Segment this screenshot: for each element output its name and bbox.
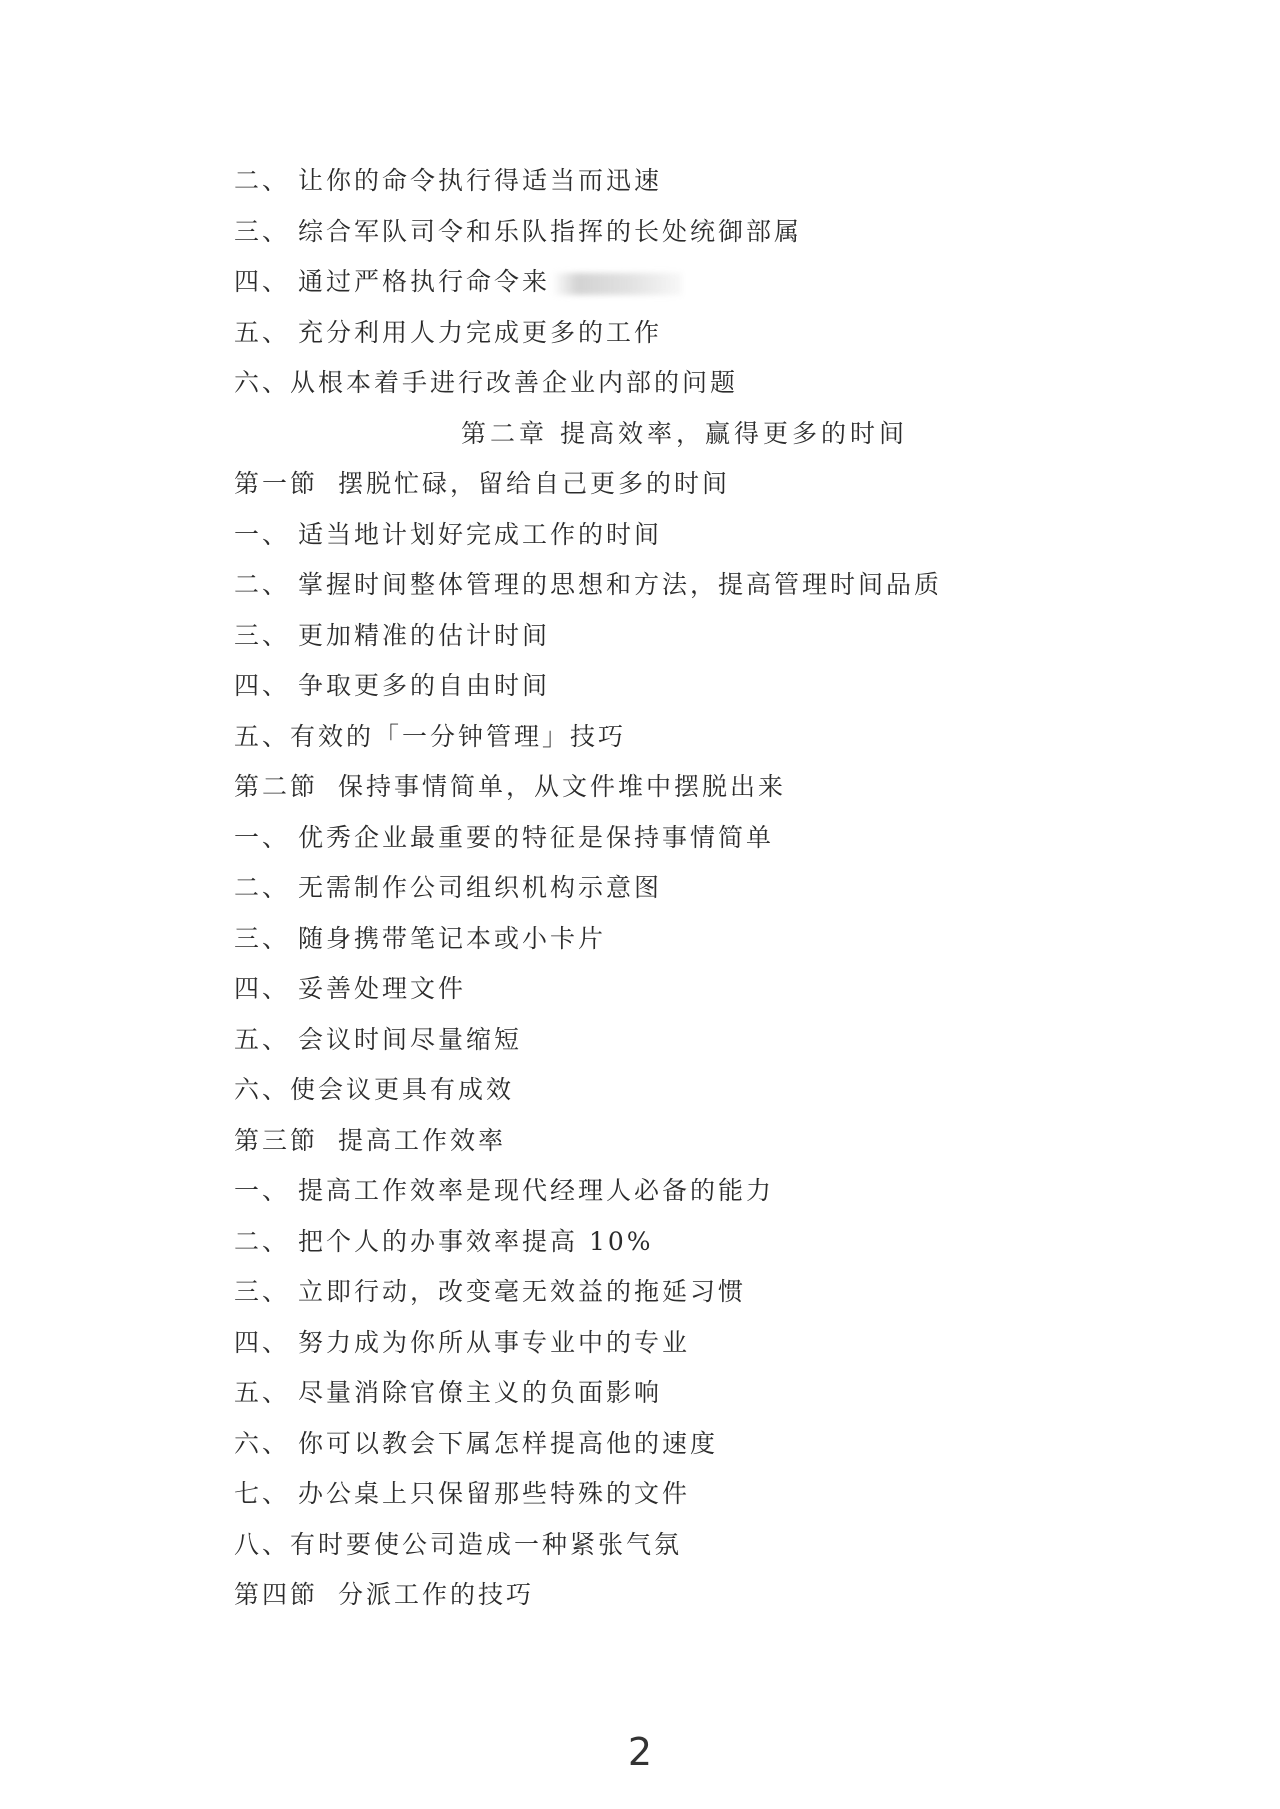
item-text: 使会议更具有成效 xyxy=(290,1075,515,1104)
list-item xyxy=(234,863,1234,914)
item-number: 五、 xyxy=(234,1024,291,1054)
item-number: 六、 xyxy=(234,1075,291,1104)
item-number: 三、 xyxy=(234,216,291,246)
section-heading xyxy=(234,459,1234,510)
list-item xyxy=(234,1267,1234,1318)
section-heading xyxy=(234,1570,1234,1621)
redacted-blur xyxy=(552,273,682,295)
outline-list xyxy=(234,156,1234,1621)
list-item xyxy=(234,308,1234,359)
item-text: 充分利用人力完成更多的工作 xyxy=(298,317,663,347)
list-item xyxy=(234,1520,1234,1571)
list-item xyxy=(234,964,1234,1015)
item-number: 五、 xyxy=(234,317,291,347)
item-number: 二、 xyxy=(234,166,291,195)
list-item xyxy=(234,358,1234,409)
list-item xyxy=(234,1419,1234,1470)
section-title: 保持事情简单，从文件堆中摆脱出来 xyxy=(338,772,787,801)
item-text: 综合军队司令和乐队指挥的长处统御部属 xyxy=(298,216,803,246)
item-text: 优秀企业最重要的特征是保持事情简单 xyxy=(298,822,775,852)
chapter-heading xyxy=(234,409,1234,460)
list-item xyxy=(234,661,1234,712)
item-text: 把个人的办事效率提高 10% xyxy=(298,1226,654,1256)
item-text: 有效的「一分钟管理」技巧 xyxy=(290,721,627,751)
list-item xyxy=(234,1015,1234,1066)
section-number: 第二節 xyxy=(234,772,319,801)
item-text: 努力成为你所从事专业中的专业 xyxy=(298,1327,691,1357)
section-title: 分派工作的技巧 xyxy=(338,1580,535,1609)
item-text: 掌握时间整体管理的思想和方法，提高管理时间品质 xyxy=(298,570,943,599)
item-text: 立即行动，改变毫无效益的拖延习惯 xyxy=(298,1277,747,1306)
list-item xyxy=(234,560,1234,611)
item-number: 三、 xyxy=(234,620,291,650)
item-text: 无需制作公司组织机构示意图 xyxy=(298,873,663,902)
item-text: 适当地计划好完成工作的时间 xyxy=(298,519,663,549)
item-text: 你可以教会下属怎样提高他的速度 xyxy=(298,1428,719,1458)
chapter-title: 第二章 提高效率，赢得更多的时间 xyxy=(461,418,908,448)
item-number: 四、 xyxy=(234,671,291,700)
list-item xyxy=(234,914,1234,965)
item-number: 一、 xyxy=(234,519,291,549)
list-item xyxy=(234,611,1234,662)
section-heading xyxy=(234,762,1234,813)
item-number: 六、 xyxy=(234,1428,291,1458)
item-number: 二、 xyxy=(234,1226,291,1256)
list-item xyxy=(234,813,1234,864)
list-item xyxy=(234,1166,1234,1217)
item-text: 妥善处理文件 xyxy=(298,974,467,1003)
item-text: 随身携带笔记本或小卡片 xyxy=(298,923,607,953)
item-text: 让你的命令执行得适当而迅速 xyxy=(298,166,663,195)
item-text: 尽量消除官僚主义的负面影响 xyxy=(298,1378,663,1407)
list-item xyxy=(234,257,1234,308)
item-number: 五、 xyxy=(234,721,291,751)
item-text: 更加精准的估计时间 xyxy=(298,620,551,650)
list-item xyxy=(234,1217,1234,1268)
item-number: 七、 xyxy=(234,1479,291,1508)
section-heading xyxy=(234,1116,1234,1167)
item-number: 四、 xyxy=(234,1327,291,1357)
item-text: 办公桌上只保留那些特殊的文件 xyxy=(298,1479,691,1508)
item-text: 会议时间尽量缩短 xyxy=(298,1024,523,1054)
list-item xyxy=(234,1368,1234,1419)
section-number: 第一節 xyxy=(234,469,319,498)
item-number: 一、 xyxy=(234,1176,291,1205)
item-text: 通过严格执行命令来 xyxy=(298,267,551,296)
section-title: 摆脱忙碌，留给自己更多的时间 xyxy=(338,469,731,498)
item-number: 四、 xyxy=(234,267,291,296)
list-item xyxy=(234,510,1234,561)
list-item xyxy=(234,1469,1234,1520)
list-item xyxy=(234,207,1234,258)
item-number: 二、 xyxy=(234,873,291,902)
item-number: 八、 xyxy=(234,1529,291,1559)
item-number: 四、 xyxy=(234,974,291,1003)
section-number: 第三節 xyxy=(234,1125,319,1155)
item-number: 三、 xyxy=(234,923,291,953)
list-item xyxy=(234,1318,1234,1369)
item-number: 六、 xyxy=(234,368,291,397)
item-number: 五、 xyxy=(234,1378,291,1407)
item-text: 争取更多的自由时间 xyxy=(298,671,551,700)
item-number: 一、 xyxy=(234,822,291,852)
page-number: 2 xyxy=(627,1730,653,1774)
section-title: 提高工作效率 xyxy=(338,1125,507,1155)
item-text: 有时要使公司造成一种紧张气氛 xyxy=(290,1529,683,1559)
list-item xyxy=(234,156,1234,207)
item-text: 从根本着手进行改善企业内部的问题 xyxy=(290,368,739,397)
item-number: 二、 xyxy=(234,570,291,599)
list-item xyxy=(234,712,1234,763)
section-number: 第四節 xyxy=(234,1580,319,1609)
list-item xyxy=(234,1065,1234,1116)
item-number: 三、 xyxy=(234,1277,291,1306)
item-text: 提高工作效率是现代经理人必备的能力 xyxy=(298,1176,775,1205)
